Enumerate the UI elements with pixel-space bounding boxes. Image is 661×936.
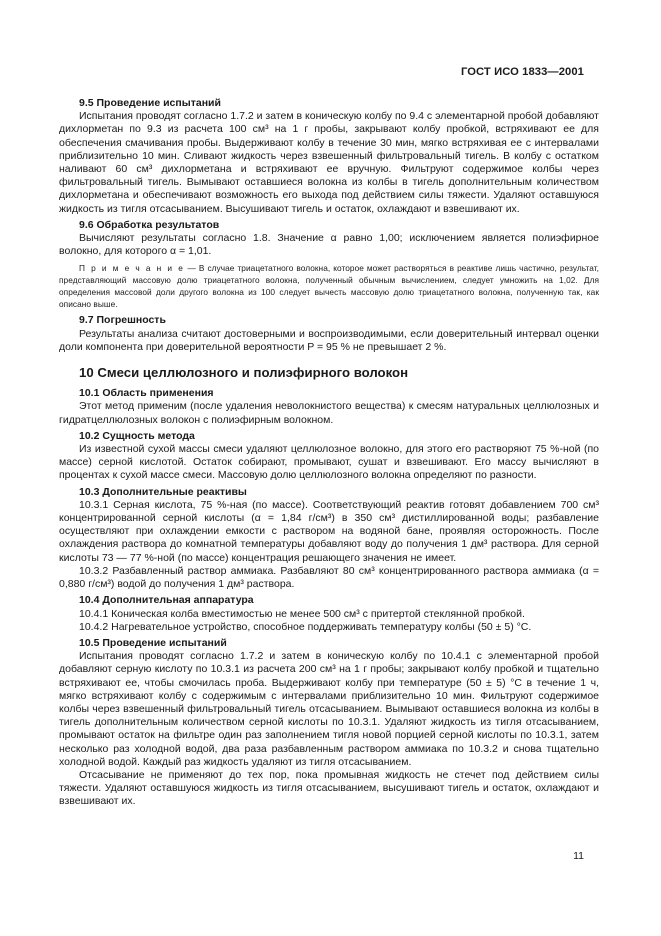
- section-10-4-2-text: 10.4.2 Нагревательное устройство, способное поддерживать температуру колбы (50 ± 5) °С.: [79, 620, 532, 633]
- section-10-5-title: 10.5 Проведение испытаний: [79, 636, 227, 649]
- document-body: [59, 94, 599, 809]
- section-10-2-title: 10.2 Сущность метода: [79, 429, 195, 442]
- section-10-3-2-text: 10.3.2 Разбавленный раствор аммиака. Разбавляют 80 см³ концентрированного раствора аммиака (α = 0,880 г/см³) водой до получения 1 дм³ раствора.: [59, 564, 599, 591]
- section-10-3-title: 10.3 Дополнительные реактивы: [79, 485, 247, 498]
- section-10-5-text-1: Испытания проводят согласно 1.7.2 и затем в коническую колбу по 10.4.1 с элементарной пробой добавляют серную кислоту по 10.3.1 из расчета 200 см³ на 1 г пробы; закрывают колбу пробкой и тщательно встряхивают ее, чтобы смочилась проба. Выдерживают колбу при температуре (50 ± 5) °С в течение 1 ч, мягко встряхивают колбу с содержимым с интервалами приблизительно 10 мин. Фильтруют содержимое колбы через взвешенный фильтровальный тигель отсасыванием. Вымывают оставшиеся волокна из колбы в тигель дополнительным количеством серной кислоты по 10.3.1. Удаляют жидкость из тигля отсасыванием, промывают остаток на фильтре один раз заполнением тигля новой порцией серной кислоты по 10.3.1, затем несколько раз холодной водой, два раза разбавленным раствором аммиака по 10.3.2 и снова тщательно холодной водой. Каждый раз жидкость удаляют из тигля отсасыванием.: [59, 650, 599, 768]
- section-10-1-text: Этот метод применим (после удаления неволокнистого вещества) к смесям натуральных целлюлозных и гидратцеллюлозных волокон с полиэфирным волокном.: [59, 400, 599, 426]
- section-10-2-text: Из известной сухой массы смеси удаляют целлюлозное волокно, для этого его растворяют 75 %-ной (по массе) серной кислотой. Остаток собирают, промывают, сушат и взвешивают. Его массу вычисляют в процентах к сухой массе смеси. Массовую долю целлюлозного волокна определяют по разности.: [59, 443, 599, 482]
- section-10-5-text-2: Отсасывание не применяют до тех пор, пока промывная жидкость не стечет под действием силы тяжести. Удаляют оставшуюся жидкость из тигля отсасыванием, высушивают тигель и остаток, охлаждают и взвешивают их.: [59, 768, 599, 808]
- section-9-7-text: Результаты анализа считают достоверными и воспроизводимыми, если доверительный интервал оценки доли компонента при доверительной вероятности P = 95 % не превышает 2 %.: [59, 327, 599, 353]
- note: [59, 262, 599, 310]
- section-10-1-title: 10.1 Область применения: [79, 387, 214, 400]
- section-9-5-text: Испытания проводят согласно 1.7.2 и затем в коническую колбу по 9.4 с элементарной пробой добавляют дихлорметан по 9.3 из расчета 100 см³ на 1 г пробы, закрывают колбу пробкой, встряхивают ее для обеспечения смачивания пробы. Выдерживают колбу в течение 30 мин, мягко встряхивая ее с интервалами приблизительно 10 мин. Сливают жидкость через взвешенный фильтровальный тигель. В колбу с остатком наливают 60 см³ дихлорметана и встряхивают ее вручную. Фильтруют содержимое колбы через фильтровальный тигель. Вымывают оставшиеся волокна из колбы в тигель дополнительным количеством дихлорметана и обеспечивают возможность его выхода под действием силы тяжести. Удаляют оставшуюся жидкость из тигля отсасыванием. Высушивают тигель и остаток, охлаждают и взвешивают их.: [59, 110, 599, 215]
- section-9-7-title: 9.7 Погрешность: [79, 314, 166, 327]
- note-label: П р и м е ч а н и е: [79, 263, 185, 274]
- note-text: — В случае триацетатного волокна, которое может растворяться в реактиве лишь частично, результат, представляющий массовую долю триацетатного волокна, полученный обычным вычислением, следует умножить на 1,02. Для определения массовой доли другого волокна из 100 следует вычесть массовую долю триацетатного волокна, полученную так, как описано выше.: [59, 263, 599, 310]
- section-9-6-title: 9.6 Обработка результатов: [79, 218, 220, 231]
- section-10-3-1-text: 10.3.1 Серная кислота, 75 %-ная (по массе). Соответствующий реактив готовят добавлением 700 см³ концентрированной серной кислоты (α = 1,84 г/см³) в 350 см³ дистиллированной воды; разбавление осуществляют при охлаждении емкости с раствором на водяной бане, проявляя осторожность. После охлаждения раствора до комнатной температуры добавляют воду до получения 1 дм³ раствора. Для серной кислоты 73 — 77 %-ной (по массе) концентрация решающего значения не имеет.: [59, 498, 599, 564]
- section-10-title: 10 Смеси целлюлозного и полиэфирного волокон: [79, 365, 409, 381]
- page-number: 11: [573, 850, 584, 862]
- section-10-4-1-text: 10.4.1 Коническая колба вместимостью не менее 500 см³ с притертой стеклянной пробкой.: [79, 607, 525, 620]
- section-9-6-text: Вычисляют результаты согласно 1.8. Значение α равно 1,00; исключением является полиэфирное волокно, для которого α = 1,01.: [59, 232, 599, 258]
- document-header: ГОСТ ИСО 1833—2001: [460, 66, 584, 78]
- section-9-5-title: 9.5 Проведение испытаний: [79, 97, 221, 109]
- section-10-4-title: 10.4 Дополнительная аппаратура: [79, 594, 254, 607]
